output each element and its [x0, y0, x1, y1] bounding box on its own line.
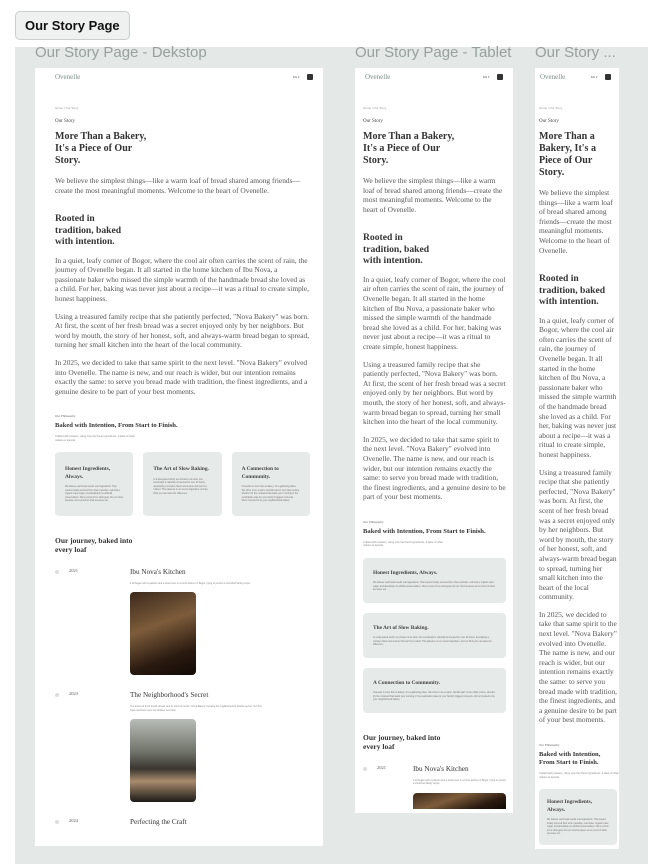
frame-desk: [35, 68, 323, 846]
philosophy-subtitle: Crafted with passion, using only the finest ingredients. A taste of what makes us special.: [55, 435, 135, 442]
card-text: Ovenelle is more than a bakery; it's a gathering place. We strive to be a warm, familiar part of your daily routine, whether it's the croissant that starts your morning or the celebration cake for your family's biggest moments. We're honored to be your neighborhood bakery.: [373, 692, 496, 702]
philosophy-cards: [55, 452, 310, 516]
story-paragraph: Using a treasured family recipe that she patiently perfected, "Nova Bakery" was born. At first, the scent of her fresh bread was a secret enjoyed only by her neighbors. But word by mouth, the story of her honest, soft, and always-warm bread began to spread, turning her small kitchen into the heart of the local community.: [55, 311, 310, 350]
card-text: We believe real bread needs real ingredients. That means locally sourced flour when possible, real butter, organic cane sugar, and absolutely no artificial preservatives. We're proud to be what goes into our food because we're proud of what we leave out.: [547, 819, 609, 835]
philosophy-title: Baked with Intention, From Start to Finish.: [539, 751, 601, 766]
journey-title: Our journey, baked into every loaf: [363, 732, 441, 751]
timeline-content: [130, 568, 310, 675]
breadcrumb[interactable]: Home / Our Story: [539, 106, 563, 110]
story-paragraph: In 2025, we decided to take that same spirit to the next level. "Nova Bakery" evolved into Ovenelle. The name is new, and our reach is wider, but our intention remains exactly the same: to serve you bread made with tradition, the finest ingredients, and a genuine desire to be part of your best moments.: [55, 358, 308, 396]
philosophy-card: [143, 452, 221, 516]
breadcrumb[interactable]: Home / Our Story: [55, 106, 79, 110]
timeline-year: 2021: [377, 764, 386, 770]
story-paragraph: Using a treasured family recipe that she patiently perfected, "Nova Bakery" was born. At first, the scent of her fresh bread was a secret enjoyed only by her neighbors. But word by mouth, the story of her honest, soft, and always-warm bread began to spread, turning her small kitchen into the heart of the local community.: [363, 359, 506, 427]
hero-text: We believe the simplest things—like a warm loaf of bread shared among friends—create the most meaningful moments. Welcome to the heart of Ovenelle.: [363, 176, 503, 214]
philosophy-card: [55, 452, 133, 516]
site-logo[interactable]: Ovenelle: [540, 73, 566, 81]
card-title: Honest Ingredients, Always.: [65, 466, 111, 480]
timeline-photo: [130, 592, 196, 675]
timeline-item: [363, 765, 506, 809]
page-tab[interactable]: Our Story Page: [15, 11, 130, 40]
timeline-item: [55, 818, 310, 826]
story-paragraph: In 2025, we decided to take that same spirit to the next level. "Nova Bakery" evolved into Ovenelle. The name is new, and our reach is wider, but our intention remains exactly the same: to serve you bread made with tradition, the finest ingredients, and a genuine desire to be part of your best moments.: [363, 434, 506, 502]
card-title: Honest Ingredients, Always.: [373, 569, 438, 576]
timeline-item: [55, 691, 310, 802]
philosophy-title: Baked with Intention, From Start to Finish.: [55, 422, 178, 430]
breadcrumb[interactable]: Home / Our Story: [363, 106, 387, 110]
site-header: [35, 73, 323, 87]
design-canvas: [15, 44, 648, 864]
card-title: Honest Ingredients, Always.: [547, 799, 593, 813]
frame-label-mob[interactable]: Our Story ...: [535, 44, 616, 61]
page-eyebrow: Our Story: [363, 119, 383, 124]
timeline-text: It all began with a passion and a small oven in a home kitchen in Bogor, trying to perfect a cherished family recipe.: [130, 581, 251, 585]
timeline-item: [55, 568, 310, 675]
card-text: In a fast-paced world, we choose to be slow. Our sourdough is naturally fermented for over 24 hours, developing a complex flavor and texture that can't be rushed. This patience is our secret ingredient, and we think you can taste the difference.: [373, 637, 492, 647]
menu-icon[interactable]: [605, 74, 611, 80]
timeline-year: 2024: [69, 818, 78, 824]
frame-label-tab[interactable]: Our Story Page - Tablet: [355, 44, 512, 61]
philosophy-eyebrow: Our Philosophy: [55, 414, 76, 419]
card-text: We believe real bread needs real ingredients. That means locally sourced flour when possible, real butter, organic cane sugar, and absolutely no artificial preservatives. We're proud to be what goes into our food because we're proud of what we leave out.: [373, 582, 495, 592]
card-text: Ovenelle is more than a bakery; it's a gathering place. We strive to be a warm, familiar part of your daily routine, whether it's the croissant that starts your morning or the celebration cake for your family's biggest moments. We're honored to be your neighborhood bakery.: [241, 486, 300, 503]
page-content: [539, 106, 617, 845]
site-header: [355, 73, 513, 87]
timeline-title: The Neighborhood's Secret: [130, 691, 209, 700]
timeline-dot-icon: [55, 820, 59, 824]
philosophy-eyebrow: Our Philosophy: [363, 519, 384, 524]
hero-title: More Than a Bakery, It's a Piece of Our Story.: [363, 131, 455, 166]
site-logo[interactable]: Ovenelle: [365, 73, 391, 81]
timeline-title: Ibu Nova's Kitchen: [413, 764, 469, 773]
frame-tab: [355, 68, 513, 813]
story-paragraph: In a quiet, leafy corner of Bogor, where the cool air often carries the scent of rain, the journey of Ovenelle began. It all started in the home kitchen of Ibu Nova, a passionate baker who missed the simple warmth of the handmade bread she loved as a child. For her, baking was never just about a recipe—it was a ritual to create simple, honest happiness.: [363, 274, 506, 352]
page-eyebrow: Our Story: [55, 119, 75, 124]
timeline-dot-icon: [55, 570, 59, 574]
language-selector[interactable]: EN ▾: [483, 75, 490, 79]
timeline-title: Ibu Nova's Kitchen: [130, 567, 186, 576]
timeline-dot-icon: [55, 693, 59, 697]
story-title: Rooted in tradition, baked with intention.: [363, 232, 430, 267]
timeline-title: Perfecting the Craft: [130, 818, 187, 827]
timeline-text: It all began with a passion and a small oven in a home kitchen in Bogor, trying to perfect a cherished family recipe.: [413, 778, 506, 786]
story-paragraph: In 2025, we decided to take that same spirit to the next level. "Nova Bakery" evolved into Ovenelle. The name is new, and our reach is wider, but our intention remains exactly the same: to serve you bread made with tradition, the finest ingredients, and a genuine desire to be part of your best moments.: [539, 609, 617, 725]
timeline-year: 2021: [69, 567, 78, 573]
site-header: [535, 73, 619, 87]
frame-label-desk[interactable]: Our Story Page - Dekstop: [35, 44, 207, 61]
story-paragraph: In a quiet, leafy corner of Bogor, where the cool air often carries the scent of rain, the journey of Ovenelle began. It all started in the home kitchen of Ibu Nova, a passionate baker who missed the simple warmth of the handmade bread she loved as a child. For her, baking was never just about a recipe—it was a ritual to create simple, honest happiness.: [539, 315, 617, 459]
philosophy-cards: [363, 558, 506, 713]
page-eyebrow: Our Story: [539, 119, 559, 124]
language-selector[interactable]: EN ▾: [293, 75, 300, 79]
journey-title: Our journey, baked into every loaf: [55, 535, 133, 554]
timeline-photo: [413, 793, 506, 809]
card-text: We believe real bread needs real ingredients. That means locally sourced flour when possible, real butter, organic cane sugar, and absolutely no artificial preservatives. We're proud to be what goes into our food because we're proud of what we leave out.: [65, 486, 123, 503]
story-title: Rooted in tradition, baked with intention.: [55, 213, 122, 248]
philosophy-eyebrow: Our Philosophy: [539, 743, 560, 747]
philosophy-title: Baked with Intention, From Start to Finish.: [363, 527, 486, 535]
timeline-dot-icon: [363, 767, 367, 771]
story-paragraph: Using a treasured family recipe that she patiently perfected, "Nova Bakery" was born. At first, the scent of her fresh bread was a secret enjoyed only by her neighbors. But word by mouth, the story of her honest, soft, and always-warm bread began to spread, turning her small kitchen into the heart of the local community.: [539, 467, 617, 602]
philosophy-card: [363, 668, 506, 713]
philosophy-subtitle: Crafted with passion, using only the finest ingredients. A taste of what makes us special.: [539, 772, 619, 779]
timeline-year: 2023: [69, 691, 78, 697]
timeline-content: [130, 691, 310, 802]
hero-text: We believe the simplest things—like a warm loaf of bread shared among friends—create the most meaningful moments. Welcome to the heart of Ovenelle.: [55, 176, 300, 195]
story-title: Rooted in tradition, baked with intention.: [539, 273, 606, 308]
site-logo[interactable]: Ovenelle: [55, 73, 81, 81]
philosophy-card: [363, 558, 506, 603]
philosophy-card: [539, 789, 617, 845]
card-title: The Art of Slow Baking.: [153, 466, 209, 473]
timeline-content: [413, 765, 506, 809]
card-title: The Art of Slow Baking.: [373, 624, 429, 631]
language-selector[interactable]: EN ▾: [591, 75, 598, 79]
hero-title: More Than a Bakery, It's a Piece of Our Story.: [55, 131, 147, 166]
card-text: In a fast-paced world, we choose to be slow. Our sourdough is naturally fermented for over 24 hours, developing a complex flavor and texture that can't be rushed. This patience is our secret ingredient, and we think you can taste the difference.: [153, 478, 208, 495]
frame-mob: [535, 68, 619, 849]
hero-title: More Than a Bakery, It's a Piece of Our Story.: [539, 131, 596, 178]
card-title: A Connection to Community.: [241, 466, 279, 480]
timeline-content: [130, 818, 310, 826]
card-title: A Connection to Community.: [373, 679, 441, 686]
philosophy-card: [232, 452, 310, 516]
philosophy-card: [363, 613, 506, 658]
menu-icon[interactable]: [497, 74, 503, 80]
timeline-photo: [130, 719, 196, 802]
philosophy-subtitle: Crafted with passion, using only the finest ingredients. A taste of what makes us special.: [363, 540, 443, 548]
menu-icon[interactable]: [307, 74, 313, 80]
story-paragraph: In a quiet, leafy corner of Bogor, where the cool air often carries the scent of rain, the journey of Ovenelle began. It all started in the home kitchen of Ibu Nova, a passionate baker who missed the simple warmth of the handmade bread she loved as a child. For her, baking was never just about a recipe—it was a ritual to create simple, honest happiness.: [55, 255, 309, 304]
page-content: [55, 106, 310, 826]
philosophy-cards: [539, 789, 617, 845]
hero-text: We believe the simplest things—like a warm loaf of bread shared among friends—create the most meaningful moments. Welcome to the heart of Ovenelle.: [539, 188, 613, 255]
timeline-text: The aroma of fresh bread spread, and by word of mouth, "Nova Bakery" became the neighborhood's favorite secret. Our first loyal customers were the families next door.: [130, 705, 262, 712]
page-content: [363, 106, 506, 809]
